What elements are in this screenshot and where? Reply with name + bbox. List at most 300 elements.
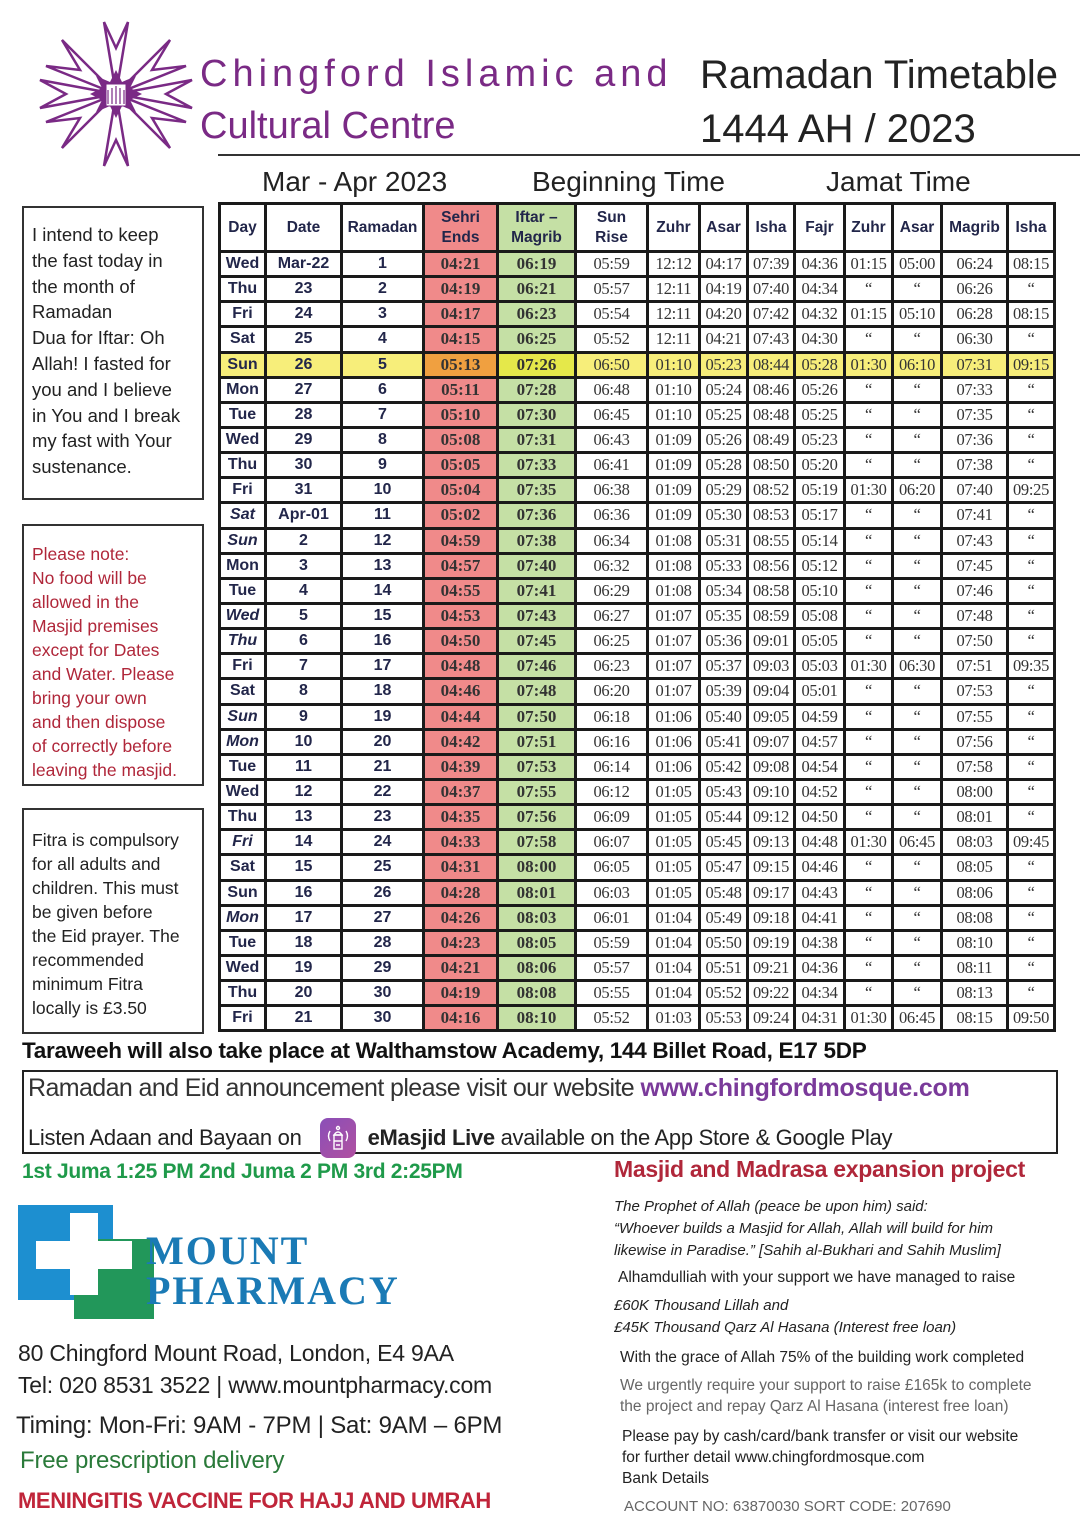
- cell-begin-asar: 05:24: [700, 377, 748, 402]
- cell-sun-rise: 06:07: [576, 830, 648, 855]
- cell-date: 11: [266, 754, 342, 779]
- cell-jamat-asar: “: [893, 503, 942, 528]
- cell-ramadan-day: 22: [342, 779, 424, 804]
- cell-sun-rise: 06:34: [576, 528, 648, 553]
- cell-jamat-fajr: 05:28: [795, 352, 845, 377]
- cell-date: 24: [266, 302, 342, 327]
- table-row: [220, 905, 1055, 930]
- pharmacy-contact: Tel: 020 8531 3522 | www.mountpharmacy.com: [18, 1372, 493, 1398]
- cell-begin-isha: 09:13: [748, 830, 795, 855]
- cell-jamat-isha: “: [1008, 754, 1055, 779]
- cell-jamat-magrib: 07:51: [942, 654, 1008, 679]
- cell-jamat-magrib: 07:53: [942, 679, 1008, 704]
- cell-jamat-fajr: 04:59: [795, 704, 845, 729]
- cell-jamat-asar: “: [893, 629, 942, 654]
- cell-jamat-magrib: 07:35: [942, 402, 1008, 427]
- cell-jamat-isha: “: [1008, 704, 1055, 729]
- table-row: [220, 402, 1055, 427]
- cell-ramadan-day: 26: [342, 880, 424, 905]
- cell-jamat-asar: “: [893, 805, 942, 830]
- cell-sun-rise: 06:48: [576, 377, 648, 402]
- cell-jamat-isha: 09:35: [1008, 654, 1055, 679]
- cell-day: Mon: [220, 905, 266, 930]
- cell-jamat-magrib: 07:31: [942, 352, 1008, 377]
- col-jamat-isha: Isha: [1008, 204, 1055, 252]
- cell-begin-isha: 09:19: [748, 930, 795, 955]
- cell-sun-rise: 06:25: [576, 629, 648, 654]
- ramadan-timetable: [218, 202, 1056, 1032]
- star-mosque-logo-icon: [36, 18, 196, 170]
- cell-jamat-zuhr: “: [845, 427, 893, 452]
- cell-begin-zuhr: 01:04: [648, 905, 700, 930]
- cell-jamat-fajr: 05:23: [795, 427, 845, 452]
- cell-jamat-magrib: 08:11: [942, 955, 1008, 980]
- cell-sehri-ends: 04:19: [424, 981, 498, 1006]
- cell-day: Sat: [220, 855, 266, 880]
- cell-date: 9: [266, 704, 342, 729]
- cell-iftar-magrib: 07:53: [498, 754, 576, 779]
- cell-sehri-ends: 04:57: [424, 553, 498, 578]
- cell-jamat-magrib: 07:45: [942, 553, 1008, 578]
- cell-begin-asar: 04:19: [700, 277, 748, 302]
- cell-iftar-magrib: 07:36: [498, 503, 576, 528]
- cell-sun-rise: 06:43: [576, 427, 648, 452]
- cell-jamat-isha: “: [1008, 855, 1055, 880]
- cell-sehri-ends: 04:31: [424, 855, 498, 880]
- col-jamat-asar: Asar: [893, 204, 942, 252]
- col-jamat-fajr: Fajr: [795, 204, 845, 252]
- cell-ramadan-day: 28: [342, 930, 424, 955]
- cell-date: 31: [266, 478, 342, 503]
- cell-begin-isha: 08:58: [748, 578, 795, 603]
- cell-begin-zuhr: 01:05: [648, 855, 700, 880]
- cell-jamat-asar: “: [893, 981, 942, 1006]
- cell-sun-rise: 06:20: [576, 679, 648, 704]
- cell-date: 12: [266, 779, 342, 804]
- cell-begin-zuhr: 01:05: [648, 830, 700, 855]
- pharmacy-name: MOUNT PHARMACY: [146, 1228, 400, 1313]
- timetable-body: [220, 252, 1055, 1031]
- cell-sehri-ends: 04:59: [424, 528, 498, 553]
- cell-jamat-fajr: 05:17: [795, 503, 845, 528]
- cell-jamat-asar: “: [893, 930, 942, 955]
- jamat-time-label: Jamat Time: [826, 166, 971, 197]
- cell-sun-rise: 05:52: [576, 327, 648, 352]
- cell-begin-zuhr: 01:06: [648, 729, 700, 754]
- table-row: [220, 503, 1055, 528]
- dua-text: I intend to keep the fast today in the month of Ramadan Dua for Iftar: Oh Allah! I fasted for you and I believe in You and I break my fast with Your sustenance.: [32, 224, 181, 478]
- cell-day: Thu: [220, 805, 266, 830]
- table-row: [220, 352, 1055, 377]
- cell-jamat-isha: “: [1008, 277, 1055, 302]
- cell-begin-isha: 08:52: [748, 478, 795, 503]
- cell-begin-asar: 05:33: [700, 553, 748, 578]
- cell-sun-rise: 06:18: [576, 704, 648, 729]
- cell-jamat-isha: “: [1008, 779, 1055, 804]
- cell-begin-isha: 09:10: [748, 779, 795, 804]
- cell-begin-isha: 09:01: [748, 629, 795, 654]
- cell-ramadan-day: 30: [342, 1006, 424, 1031]
- cell-begin-asar: 04:21: [700, 327, 748, 352]
- cell-jamat-zuhr: “: [845, 528, 893, 553]
- cell-iftar-magrib: 07:38: [498, 528, 576, 553]
- cell-jamat-zuhr: “: [845, 955, 893, 980]
- cell-jamat-zuhr: “: [845, 453, 893, 478]
- cell-jamat-fajr: 05:14: [795, 528, 845, 553]
- cell-sehri-ends: 04:50: [424, 629, 498, 654]
- cell-begin-zuhr: 01:06: [648, 754, 700, 779]
- cell-begin-zuhr: 01:05: [648, 779, 700, 804]
- cell-begin-asar: 05:44: [700, 805, 748, 830]
- cell-iftar-magrib: 07:46: [498, 654, 576, 679]
- cell-day: Fri: [220, 654, 266, 679]
- meningitis-vaccine-notice: MENINGITIS VACCINE FOR HAJJ AND UMRAH: [18, 1488, 491, 1513]
- cell-jamat-isha: “: [1008, 503, 1055, 528]
- cell-iftar-magrib: 08:03: [498, 905, 576, 930]
- cell-sehri-ends: 04:15: [424, 327, 498, 352]
- cell-jamat-fajr: 05:03: [795, 654, 845, 679]
- cell-begin-isha: 07:43: [748, 327, 795, 352]
- cell-jamat-magrib: 06:24: [942, 252, 1008, 277]
- cell-begin-asar: 05:41: [700, 729, 748, 754]
- col-begin-isha: Isha: [748, 204, 795, 252]
- cell-sun-rise: 06:36: [576, 503, 648, 528]
- cell-jamat-isha: “: [1008, 679, 1055, 704]
- cell-jamat-magrib: 08:00: [942, 779, 1008, 804]
- cell-begin-asar: 05:35: [700, 603, 748, 628]
- table-row: [220, 629, 1055, 654]
- cell-jamat-magrib: 07:48: [942, 603, 1008, 628]
- cell-sun-rise: 05:54: [576, 302, 648, 327]
- cell-iftar-magrib: 08:08: [498, 981, 576, 1006]
- cell-day: Thu: [220, 629, 266, 654]
- cell-jamat-isha: “: [1008, 905, 1055, 930]
- cell-sehri-ends: 04:28: [424, 880, 498, 905]
- pharmacy-address: 80 Chingford Mount Road, London, E4 9AA: [18, 1340, 454, 1366]
- cell-jamat-fajr: 04:34: [795, 277, 845, 302]
- cell-sun-rise: 06:27: [576, 603, 648, 628]
- cell-jamat-zuhr: 01:30: [845, 478, 893, 503]
- cell-begin-zuhr: 01:04: [648, 930, 700, 955]
- cell-jamat-isha: “: [1008, 981, 1055, 1006]
- cell-jamat-isha: “: [1008, 805, 1055, 830]
- cell-begin-zuhr: 01:07: [648, 629, 700, 654]
- cell-day: Tue: [220, 754, 266, 779]
- cell-day: Tue: [220, 930, 266, 955]
- cell-date: 26: [266, 352, 342, 377]
- cell-jamat-zuhr: 01:30: [845, 1006, 893, 1031]
- cell-begin-isha: 08:48: [748, 402, 795, 427]
- juma-times: 1st Juma 1:25 PM 2nd Juma 2 PM 3rd 2:25PM: [22, 1160, 463, 1183]
- cell-sun-rise: 06:45: [576, 402, 648, 427]
- cell-begin-isha: 08:46: [748, 377, 795, 402]
- cell-jamat-asar: 05:10: [893, 302, 942, 327]
- cell-jamat-fajr: 05:20: [795, 453, 845, 478]
- cell-sun-rise: 06:12: [576, 779, 648, 804]
- header-divider: [218, 154, 1080, 156]
- cell-jamat-asar: “: [893, 729, 942, 754]
- cell-jamat-fajr: 04:30: [795, 327, 845, 352]
- cell-sehri-ends: 04:48: [424, 654, 498, 679]
- cell-iftar-magrib: 07:45: [498, 629, 576, 654]
- cell-ramadan-day: 19: [342, 704, 424, 729]
- cell-ramadan-day: 11: [342, 503, 424, 528]
- cell-sehri-ends: 05:04: [424, 478, 498, 503]
- cell-day: Fri: [220, 478, 266, 503]
- cell-begin-asar: 05:40: [700, 704, 748, 729]
- cell-begin-isha: 07:42: [748, 302, 795, 327]
- cell-iftar-magrib: 06:19: [498, 252, 576, 277]
- cell-sehri-ends: 04:46: [424, 679, 498, 704]
- col-ramadan: Ramadan: [342, 204, 424, 252]
- cell-begin-isha: 09:24: [748, 1006, 795, 1031]
- app-name[interactable]: eMasjid Live: [367, 1125, 495, 1150]
- cell-date: 19: [266, 955, 342, 980]
- cell-date: 21: [266, 1006, 342, 1031]
- cell-jamat-asar: “: [893, 603, 942, 628]
- cell-jamat-magrib: 08:10: [942, 930, 1008, 955]
- cell-begin-asar: 05:23: [700, 352, 748, 377]
- cell-jamat-asar: “: [893, 754, 942, 779]
- cell-sun-rise: 06:09: [576, 805, 648, 830]
- cell-jamat-asar: “: [893, 679, 942, 704]
- cell-day: Mon: [220, 377, 266, 402]
- emasjid-app-icon[interactable]: [320, 1118, 356, 1158]
- table-row: [220, 478, 1055, 503]
- cell-jamat-fajr: 04:50: [795, 805, 845, 830]
- cell-jamat-fajr: 04:38: [795, 930, 845, 955]
- cell-ramadan-day: 5: [342, 352, 424, 377]
- col-sehri-ends: Sehri Ends: [424, 204, 498, 252]
- taraweeh-notice: Taraweeh will also take place at Walthamstow Academy, 144 Billet Road, E17 5DP: [22, 1038, 867, 1063]
- cell-begin-zuhr: 12:11: [648, 277, 700, 302]
- cell-jamat-isha: “: [1008, 453, 1055, 478]
- beginning-time-label: Beginning Time: [532, 166, 726, 197]
- cell-sun-rise: 06:14: [576, 754, 648, 779]
- cell-sun-rise: 06:38: [576, 478, 648, 503]
- cell-iftar-magrib: 07:43: [498, 603, 576, 628]
- cell-begin-asar: 05:45: [700, 830, 748, 855]
- cell-jamat-zuhr: “: [845, 553, 893, 578]
- cell-begin-zuhr: 01:09: [648, 427, 700, 452]
- cell-day: Sun: [220, 880, 266, 905]
- cell-sehri-ends: 05:02: [424, 503, 498, 528]
- cell-begin-isha: 09:08: [748, 754, 795, 779]
- cell-jamat-asar: “: [893, 402, 942, 427]
- cell-iftar-magrib: 08:01: [498, 880, 576, 905]
- page-title: Ramadan Timetable 1444 AH / 2023: [700, 53, 1058, 151]
- cell-jamat-fajr: 04:57: [795, 729, 845, 754]
- cell-begin-asar: 04:17: [700, 252, 748, 277]
- cell-ramadan-day: 23: [342, 805, 424, 830]
- cell-date: 13: [266, 805, 342, 830]
- mount-pharmacy-logo: [18, 1205, 458, 1335]
- cell-jamat-magrib: 07:38: [942, 453, 1008, 478]
- cell-jamat-isha: “: [1008, 377, 1055, 402]
- cell-day: Fri: [220, 830, 266, 855]
- website-link[interactable]: www.chingfordmosque.com: [640, 1074, 970, 1102]
- cell-jamat-zuhr: 01:15: [845, 302, 893, 327]
- cell-date: Apr-01: [266, 503, 342, 528]
- cell-jamat-asar: “: [893, 855, 942, 880]
- urgent-appeal: We urgently require your support to raise £165k to complete the project and repay Qarz Al Hasana (interest free loan): [620, 1377, 1032, 1415]
- cell-jamat-isha: “: [1008, 629, 1055, 654]
- cell-date: 27: [266, 377, 342, 402]
- cell-begin-zuhr: 12:11: [648, 302, 700, 327]
- cell-jamat-isha: “: [1008, 427, 1055, 452]
- cell-jamat-zuhr: “: [845, 905, 893, 930]
- table-row: [220, 528, 1055, 553]
- cell-begin-isha: 07:39: [748, 252, 795, 277]
- cell-day: Sun: [220, 528, 266, 553]
- cell-date: 16: [266, 880, 342, 905]
- cell-date: 17: [266, 905, 342, 930]
- cell-iftar-magrib: 07:35: [498, 478, 576, 503]
- cell-ramadan-day: 18: [342, 679, 424, 704]
- cell-jamat-asar: 06:45: [893, 830, 942, 855]
- cell-jamat-magrib: 08:01: [942, 805, 1008, 830]
- cell-jamat-zuhr: “: [845, 277, 893, 302]
- cell-begin-isha: 09:21: [748, 955, 795, 980]
- cell-begin-zuhr: 01:08: [648, 528, 700, 553]
- table-row: [220, 427, 1055, 452]
- cell-jamat-magrib: 07:56: [942, 729, 1008, 754]
- cell-jamat-isha: “: [1008, 955, 1055, 980]
- cell-begin-isha: 09:15: [748, 855, 795, 880]
- table-row: [220, 654, 1055, 679]
- cell-jamat-fajr: 04:31: [795, 1006, 845, 1031]
- cell-jamat-zuhr: “: [845, 805, 893, 830]
- raised-amounts: £60K Thousand Lillah and £45K Thousand Qarz Al Hasana (Interest free loan): [614, 1297, 957, 1336]
- cell-iftar-magrib: 07:41: [498, 578, 576, 603]
- cell-jamat-isha: “: [1008, 729, 1055, 754]
- cell-ramadan-day: 10: [342, 478, 424, 503]
- table-row: [220, 679, 1055, 704]
- cell-begin-asar: 05:50: [700, 930, 748, 955]
- cell-sun-rise: 06:05: [576, 855, 648, 880]
- cell-ramadan-day: 14: [342, 578, 424, 603]
- cell-jamat-fajr: 04:32: [795, 302, 845, 327]
- cell-date: 2: [266, 528, 342, 553]
- cell-day: Wed: [220, 603, 266, 628]
- cell-begin-zuhr: 12:12: [648, 252, 700, 277]
- cell-ramadan-day: 15: [342, 603, 424, 628]
- cell-jamat-isha: “: [1008, 880, 1055, 905]
- table-header-row: [220, 204, 1055, 252]
- cell-begin-asar: 05:37: [700, 654, 748, 679]
- cell-sehri-ends: 04:42: [424, 729, 498, 754]
- cell-jamat-fajr: 04:48: [795, 830, 845, 855]
- food-notice-box: [22, 524, 204, 786]
- cell-sun-rise: 06:29: [576, 578, 648, 603]
- cell-jamat-magrib: 08:08: [942, 905, 1008, 930]
- cell-ramadan-day: 7: [342, 402, 424, 427]
- cell-day: Sat: [220, 327, 266, 352]
- cell-sun-rise: 05:59: [576, 930, 648, 955]
- col-jamat-magrib: Magrib: [942, 204, 1008, 252]
- app-line: Listen Adaan and Bayaan on eMasjid Live available on the App Store & Google Play: [28, 1118, 892, 1158]
- cell-date: Mar-22: [266, 252, 342, 277]
- cell-day: Thu: [220, 981, 266, 1006]
- table-row: [220, 252, 1055, 277]
- col-date: Date: [266, 204, 342, 252]
- cell-jamat-asar: “: [893, 453, 942, 478]
- cell-iftar-magrib: 07:50: [498, 704, 576, 729]
- cell-jamat-magrib: 07:41: [942, 503, 1008, 528]
- table-row: [220, 603, 1055, 628]
- cell-jamat-zuhr: “: [845, 855, 893, 880]
- cell-sehri-ends: 05:13: [424, 352, 498, 377]
- cell-begin-isha: 08:44: [748, 352, 795, 377]
- table-row: [220, 779, 1055, 804]
- cell-jamat-isha: 09:45: [1008, 830, 1055, 855]
- cell-jamat-fajr: 05:10: [795, 578, 845, 603]
- cell-begin-zuhr: 01:10: [648, 377, 700, 402]
- cell-day: Wed: [220, 252, 266, 277]
- cell-sun-rise: 06:03: [576, 880, 648, 905]
- cell-jamat-magrib: 07:50: [942, 629, 1008, 654]
- cell-iftar-magrib: 07:55: [498, 779, 576, 804]
- cell-begin-asar: 05:34: [700, 578, 748, 603]
- cell-sun-rise: 06:16: [576, 729, 648, 754]
- cell-begin-zuhr: 01:09: [648, 478, 700, 503]
- cell-iftar-magrib: 07:56: [498, 805, 576, 830]
- cell-begin-asar: 05:29: [700, 478, 748, 503]
- cell-jamat-asar: “: [893, 880, 942, 905]
- cell-jamat-isha: 09:25: [1008, 478, 1055, 503]
- cell-begin-zuhr: 01:04: [648, 981, 700, 1006]
- cell-jamat-zuhr: “: [845, 729, 893, 754]
- cell-begin-zuhr: 01:07: [648, 603, 700, 628]
- cell-date: 14: [266, 830, 342, 855]
- cell-begin-asar: 05:43: [700, 779, 748, 804]
- cell-jamat-asar: “: [893, 427, 942, 452]
- cell-date: 5: [266, 603, 342, 628]
- cell-begin-asar: 05:52: [700, 981, 748, 1006]
- cell-sehri-ends: 04:39: [424, 754, 498, 779]
- cell-jamat-zuhr: “: [845, 327, 893, 352]
- cell-begin-asar: 05:25: [700, 402, 748, 427]
- cell-jamat-isha: 08:15: [1008, 252, 1055, 277]
- cell-jamat-fajr: 04:43: [795, 880, 845, 905]
- cell-sun-rise: 05:52: [576, 1006, 648, 1031]
- cell-jamat-isha: “: [1008, 578, 1055, 603]
- cell-date: 23: [266, 277, 342, 302]
- cell-ramadan-day: 13: [342, 553, 424, 578]
- table-row: [220, 955, 1055, 980]
- col-begin-asar: Asar: [700, 204, 748, 252]
- cell-begin-isha: 09:22: [748, 981, 795, 1006]
- cell-ramadan-day: 4: [342, 327, 424, 352]
- cell-jamat-zuhr: “: [845, 679, 893, 704]
- cell-iftar-magrib: 07:48: [498, 679, 576, 704]
- cell-sun-rise: 05:57: [576, 277, 648, 302]
- cell-ramadan-day: 20: [342, 729, 424, 754]
- table-row: [220, 553, 1055, 578]
- cell-begin-asar: 05:39: [700, 679, 748, 704]
- organization-name: Chingford Islamic and Cultural Centre: [200, 53, 673, 147]
- cell-jamat-fajr: 05:05: [795, 629, 845, 654]
- cell-begin-zuhr: 01:08: [648, 553, 700, 578]
- cell-jamat-isha: 09:15: [1008, 352, 1055, 377]
- cell-jamat-zuhr: “: [845, 704, 893, 729]
- cell-begin-isha: 09:07: [748, 729, 795, 754]
- cell-jamat-magrib: 08:06: [942, 880, 1008, 905]
- cell-jamat-zuhr: “: [845, 981, 893, 1006]
- bank-details: ACCOUNT NO: 63870030 SORT CODE: 207690: [624, 1498, 951, 1515]
- cell-jamat-asar: “: [893, 277, 942, 302]
- cell-sehri-ends: 04:33: [424, 830, 498, 855]
